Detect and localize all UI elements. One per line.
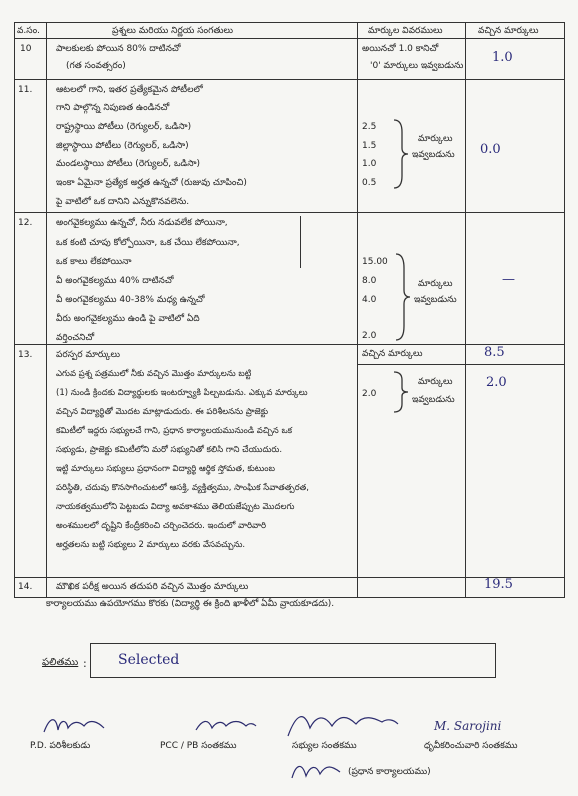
row-12-marks-got: —: [502, 272, 515, 287]
header-sno: వ.సం.: [17, 26, 41, 36]
divider: [14, 212, 564, 213]
row-13-heading: పరస్పర మార్కులు: [56, 350, 120, 360]
row-10-sno: 10: [20, 44, 32, 54]
row-12-value: 4.0: [362, 295, 377, 305]
row-11-line: ఇంకా ఏమైనా ప్రత్యేక అర్హత ఉన్నచో (రుజువు చూపించి): [56, 178, 247, 188]
signature-image: [40, 712, 110, 742]
divider: [14, 577, 564, 578]
row-13-line: అర్హతలను బట్టి సభ్యులు 2 మార్కులు వరకు వేసవచ్చును.: [56, 540, 246, 550]
row-13-line: ఎగువ ప్రశ్న పత్రములో నీకు వచ్చిన మొత్తం మార్కులను బట్టి: [56, 369, 252, 379]
row-10-note: అయినచో 1.0 కానిచో: [362, 44, 439, 54]
row-14-line: మౌఖిక పరీక్ష అయిన తదుపరి వచ్చిన మొత్తం మార్కులు: [56, 582, 249, 592]
row-12-sno: 12.: [18, 218, 33, 228]
office-note: కార్యాలయము ఉపయోగము కొరకు (విద్యార్థి ఈ క్రింది ఖాళీలో ఏమీ వ్రాయకూడదు).: [46, 599, 335, 609]
row-10-line: (గత సంవత్సరం): [66, 61, 126, 71]
divider: [14, 79, 564, 80]
row-12-line: ఒక కాలు లేకపోయినా: [56, 257, 132, 267]
row-12-line: వర్తించనిచో: [56, 333, 95, 343]
row-11-sno: 11.: [18, 85, 33, 95]
row-13-line: నాయకత్వములోని పెట్టబడు విద్యా అవకాశము తెలియజేప్పుట మొదలగు: [56, 502, 295, 512]
header-criteria: ప్రశ్నలు మరియు నిర్ణయ సంగతులు: [112, 26, 233, 36]
brace-icon: [390, 370, 412, 414]
row-13-line: పరిస్థితి, చదువు కొనసాగించుటలో ఆసక్తి, వ్యక్తిత్వము, సాంఘిక సేవాతత్పరత,: [56, 483, 309, 493]
signature-name: M. Sarojini: [434, 719, 502, 733]
row-13-line: ఇట్టి మార్కులు సభ్యులు ప్రధానంగా విద్యార్థి ఆర్థిక స్తోమత, కుటుంబ: [56, 464, 275, 474]
signature-role: P.D. పరిశీలకుడు: [30, 741, 91, 751]
row-13-label: ఇవ్వబడును: [412, 395, 455, 405]
row-12-line: వీరు అంగవైకల్యము ఉండి పై వాటిలో ఏది: [56, 314, 200, 324]
row-13-sno: 13.: [18, 350, 33, 360]
signature-role: సభ్యుల సంతకము: [292, 741, 357, 751]
brace-icon: [392, 252, 414, 342]
header-marks-got: వచ్చిన మార్కులు: [478, 26, 539, 36]
bracket-line: [300, 216, 301, 268]
result-label: ఫలితము: [42, 657, 79, 668]
divider: [465, 22, 466, 597]
row-11-label: ఇవ్వబడును: [412, 150, 455, 160]
row-13-line: సభ్యుడు, ప్రాజెక్టు కమిటీలోని మరో సభ్యునితో కలిసి గాని చేయుదురు.: [56, 445, 283, 455]
row-13-line: అంశములలో దృష్టిని కేంద్రీకరించి చర్చించెదరు. ఇందులో వారివారి: [56, 521, 267, 531]
row-12-line: వీ అంగవైకల్యము 40% దాటినచో: [56, 276, 174, 286]
row-12-value: 8.0: [362, 276, 377, 286]
row-13-line: (1) నుండి క్రిందకు విద్యార్థులకు ఇంటర్వ్యూకి పిల్చబడును. ఎక్కువ మార్కులు: [56, 388, 308, 398]
row-13-label: మార్కులు: [418, 377, 453, 387]
row-12-label: మార్కులు: [418, 279, 453, 289]
divider: [14, 344, 564, 345]
colon: :: [83, 657, 87, 670]
row-11-label: మార్కులు: [418, 134, 453, 144]
row-11-marks-got: 0.0: [480, 142, 501, 157]
row-12-line: ఒక కంటి చూపు కోల్పోయినా, ఒక చేయి లేకపోయినా,: [56, 238, 240, 248]
row-11-value: 1.0: [362, 159, 377, 169]
row-13-marks-header: వచ్చిన మార్కులు: [362, 349, 423, 359]
brace-icon: [390, 118, 412, 190]
row-13-marks-got: 2.0: [486, 375, 507, 390]
divider: [46, 22, 47, 597]
row-12-label: ఇవ్వబడును: [414, 295, 457, 305]
row-12-line: అంగవైకల్యము ఉన్నచో, నీరు నడువలేక పోయినా,: [56, 218, 228, 228]
result-value: Selected: [118, 652, 180, 668]
row-10-line: పాలకులకు పోయిన 80% దాటినచో: [56, 44, 181, 54]
row-11-line: జిల్లాస్థాయి పోటీలు (రెగ్యులర్, ఒడిసా): [56, 141, 189, 151]
row-11-line: మండలస్థాయి పోటీలు (రెగ్యులర్, ఒడిసా): [56, 159, 201, 169]
divider: [14, 38, 564, 39]
row-11-value: 1.5: [362, 141, 377, 151]
signature-role: PCC / PB సంతకము: [160, 741, 237, 751]
row-12-value: 2.0: [362, 331, 377, 341]
row-12-value: 15.00: [362, 257, 388, 267]
signature-role: ధృవీకరించువారి సంతకము: [424, 741, 518, 751]
row-11-value: 2.5: [362, 122, 377, 132]
row-11-line: గాని పాల్గొన్న నిపుణత ఉండినచో: [56, 103, 170, 113]
head-office: (ప్రధాన కార్యాలయము): [348, 767, 431, 777]
divider: [357, 364, 564, 365]
row-11-line: పై వాటిలో ఒక దానిని ఎన్నుకొనవలెను.: [56, 197, 190, 207]
row-12-line: వీ అంగవైకల్యము 40-38% మధ్య ఉన్నచో: [56, 295, 205, 305]
header-marks-detail: మార్కుల వివరములు: [368, 26, 443, 36]
signature-image: [190, 712, 260, 738]
row-14-sno: 14.: [18, 582, 33, 592]
divider: [357, 22, 358, 597]
row-14-marks-got: 19.5: [484, 577, 513, 592]
row-11-line: ఆటలలో గాని, ఇతర ప్రత్యేకమైన పోటీలలో: [56, 85, 203, 95]
row-11-value: 0.5: [362, 178, 377, 188]
signature-image: [288, 756, 344, 784]
row-10-note: '0' మార్కులు ఇవ్వబడును: [370, 61, 464, 71]
row-10-marks-got: 1.0: [492, 50, 513, 65]
row-13-line: వచ్చిన విద్యార్థితో మొదట మాట్లాడుదురు. ఈ పరిశీలనను ప్రాజెక్టు: [56, 407, 269, 417]
row-13-line: కమిటీలో ఇద్దరు సభ్యులచే గాని, ప్రధాన కార్యాలయమునుండి వచ్చిన ఒక: [56, 426, 293, 436]
row-13-marks-header-value: 8.5: [484, 345, 505, 360]
row-11-line: రాష్ట్రస్థాయి పోటీలు (రెగ్యులర్, ఒడిసా): [56, 122, 192, 132]
row-13-value: 2.0: [362, 389, 377, 399]
